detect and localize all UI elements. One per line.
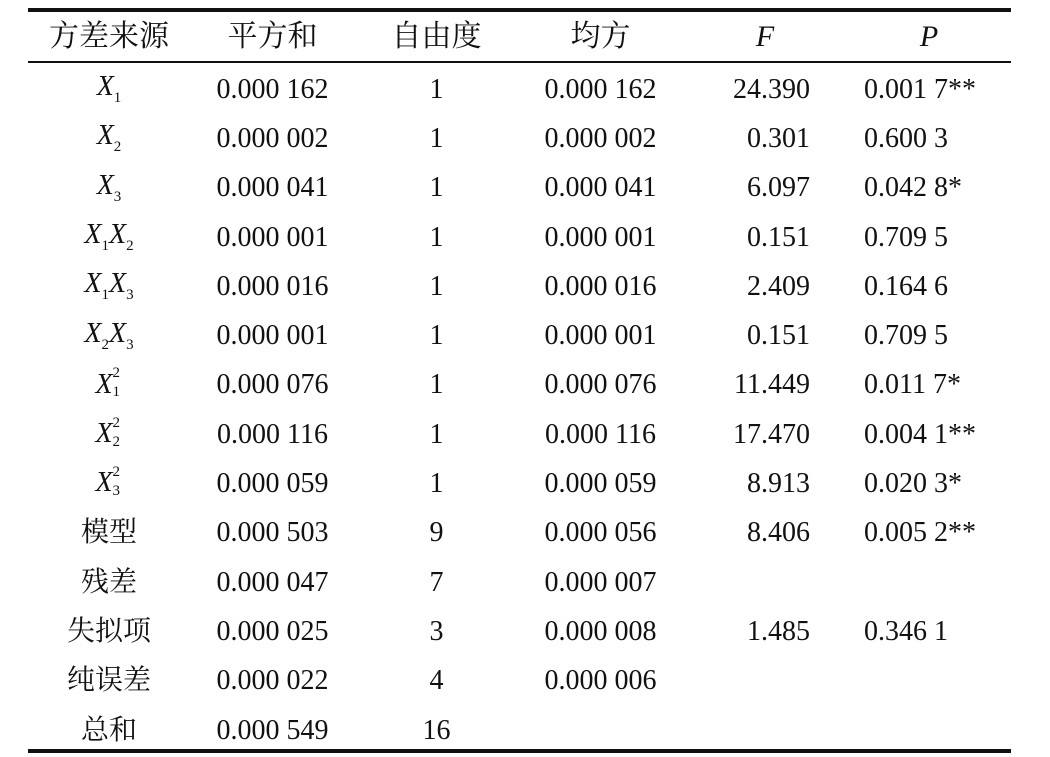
f-cell — [683, 657, 847, 706]
header-p-value: P — [919, 19, 939, 53]
header-degrees-of-freedom: 自由度 — [391, 19, 482, 53]
p-cell — [847, 262, 1011, 311]
source-var: X — [95, 467, 113, 499]
df-cell: 3 — [429, 615, 444, 647]
p-value: 0.011 7* — [864, 369, 961, 401]
ms-cell: 0.000 008 — [544, 615, 657, 647]
df-cell: 1 — [429, 320, 444, 352]
ss-cell: 0.000 059 — [216, 468, 329, 500]
source-cell — [28, 164, 190, 213]
source-cell — [28, 114, 190, 163]
p-cell — [847, 410, 1011, 459]
df-cell: 1 — [429, 418, 444, 450]
ss-cell: 0.000 025 — [216, 615, 329, 647]
table-row — [28, 657, 1011, 706]
source-superscript: 2 — [112, 365, 121, 382]
ss-cell: 0.000 002 — [216, 122, 329, 154]
table-row — [28, 459, 1011, 508]
ms-cell: 0.000 007 — [544, 566, 657, 598]
df-cell: 1 — [429, 369, 444, 401]
p-cell — [847, 361, 1011, 410]
f-cell — [683, 509, 847, 558]
ms-cell: 0.000 056 — [544, 517, 657, 549]
source-subscript: 2 — [113, 139, 122, 156]
ss-cell: 0.000 001 — [216, 221, 329, 253]
p-value: 0.042 8* — [864, 172, 962, 204]
source-cell — [28, 311, 190, 360]
source-var: X — [96, 71, 114, 103]
table-row — [28, 706, 1011, 755]
df-cell: 7 — [429, 566, 444, 598]
p-cell — [847, 607, 1011, 656]
f-cell — [683, 706, 847, 755]
table-row — [28, 509, 1011, 558]
f-value: 0.301 — [747, 122, 810, 154]
df-cell: 1 — [429, 73, 444, 105]
source-subscript: 3 — [113, 188, 122, 205]
table-row — [28, 213, 1011, 262]
source-cell: 残差 — [80, 566, 137, 598]
ss-cell: 0.000 047 — [216, 566, 329, 598]
ms-cell: 0.000 116 — [545, 418, 656, 450]
f-value: 11.449 — [734, 369, 810, 401]
table-row — [28, 607, 1011, 656]
ms-cell: 0.000 059 — [544, 468, 657, 500]
f-value: 0.151 — [747, 221, 810, 253]
p-cell — [847, 114, 1011, 163]
source-subscript-2: 3 — [126, 287, 134, 304]
source-var-2: X — [109, 219, 127, 251]
source-subscript: 1 — [101, 238, 109, 255]
source-subscript-2: 2 — [126, 238, 134, 255]
ss-cell: 0.000 022 — [216, 665, 329, 697]
table-row — [28, 311, 1011, 360]
ms-cell: 0.000 162 — [544, 73, 657, 105]
f-value: 17.470 — [733, 418, 810, 450]
source-cell — [28, 361, 190, 410]
source-var: X — [84, 317, 102, 349]
f-cell — [683, 164, 847, 213]
f-cell — [683, 410, 847, 459]
df-cell: 1 — [429, 468, 444, 500]
table-row — [28, 558, 1011, 607]
source-var: X — [95, 417, 113, 449]
source-cell: 总和 — [80, 714, 137, 746]
f-cell — [683, 114, 847, 163]
df-cell: 1 — [429, 221, 444, 253]
source-superscript: 2 — [112, 414, 121, 431]
f-value: 24.390 — [733, 73, 810, 105]
f-value: 0.151 — [747, 320, 810, 352]
source-subscript: 1 — [101, 287, 109, 304]
source-subscript: 1 — [112, 384, 121, 401]
df-cell: 1 — [429, 122, 444, 154]
f-cell — [683, 213, 847, 262]
table-row — [28, 164, 1011, 213]
ss-cell: 0.000 162 — [216, 73, 329, 105]
ms-cell: 0.000 001 — [544, 320, 657, 352]
header-sum-of-squares: 平方和 — [227, 19, 318, 53]
anova-table — [28, 12, 1011, 755]
source-subscript: 2 — [101, 336, 109, 353]
f-value: 1.485 — [747, 615, 810, 647]
p-value: 0.164 6 — [864, 270, 948, 302]
p-cell — [847, 311, 1011, 360]
header-f-value: F — [755, 19, 775, 53]
ss-cell: 0.000 116 — [217, 418, 328, 450]
source-cell — [28, 262, 190, 311]
ms-cell — [518, 706, 683, 755]
source-subscript: 1 — [113, 90, 122, 107]
f-cell — [683, 361, 847, 410]
p-value: 0.346 1 — [864, 615, 948, 647]
p-cell — [847, 509, 1011, 558]
source-subscript-2: 3 — [126, 336, 134, 353]
p-cell — [847, 657, 1011, 706]
df-cell: 9 — [429, 517, 444, 549]
source-var: X — [96, 169, 114, 201]
f-value: 6.097 — [747, 172, 810, 204]
source-var: X — [84, 268, 102, 300]
ms-cell: 0.000 076 — [544, 369, 657, 401]
source-subscript: 2 — [112, 433, 121, 450]
f-value: 8.913 — [747, 468, 810, 500]
p-value: 0.005 2** — [864, 517, 976, 549]
source-cell: 失拟项 — [66, 615, 151, 647]
df-cell: 1 — [429, 270, 444, 302]
ss-cell: 0.000 503 — [216, 517, 329, 549]
ms-cell: 0.000 001 — [544, 221, 657, 253]
header-mean-square: 均方 — [570, 19, 631, 53]
ms-cell: 0.000 002 — [544, 122, 657, 154]
p-cell — [847, 558, 1011, 607]
p-value: 0.020 3* — [864, 468, 962, 500]
f-cell — [683, 311, 847, 360]
df-cell: 16 — [422, 714, 451, 746]
ss-cell: 0.000 016 — [216, 270, 329, 302]
header-source: 方差来源 — [49, 19, 169, 53]
df-cell: 4 — [429, 665, 444, 697]
header-row — [28, 12, 1011, 61]
source-subscript: 3 — [112, 482, 121, 499]
table-row — [28, 114, 1011, 163]
ss-cell: 0.000 076 — [216, 369, 329, 401]
ms-cell: 0.000 041 — [544, 172, 657, 204]
f-cell — [683, 607, 847, 656]
ss-cell: 0.000 549 — [216, 714, 329, 746]
p-value: 0.709 5 — [864, 221, 948, 253]
f-cell — [683, 262, 847, 311]
table-row — [28, 262, 1011, 311]
source-var-2: X — [109, 317, 127, 349]
p-value: 0.004 1** — [864, 418, 976, 450]
table-row — [28, 61, 1011, 114]
f-value: 2.409 — [747, 270, 810, 302]
p-cell — [847, 459, 1011, 508]
table-row — [28, 410, 1011, 459]
source-cell — [28, 459, 190, 508]
source-var: X — [96, 120, 114, 152]
source-cell — [28, 61, 190, 114]
p-value: 0.709 5 — [864, 320, 948, 352]
p-cell — [847, 706, 1011, 755]
source-var: X — [84, 219, 102, 251]
f-cell — [683, 459, 847, 508]
p-cell — [847, 61, 1011, 114]
f-cell — [683, 558, 847, 607]
table-row — [28, 361, 1011, 410]
p-value: 0.600 3 — [864, 122, 948, 154]
f-value: 8.406 — [747, 517, 810, 549]
ss-cell: 0.000 041 — [216, 172, 329, 204]
ms-cell: 0.000 016 — [544, 270, 657, 302]
ms-cell: 0.000 006 — [544, 665, 657, 697]
ss-cell: 0.000 001 — [216, 320, 329, 352]
p-cell — [847, 213, 1011, 262]
source-var: X — [95, 368, 113, 400]
f-cell — [683, 61, 847, 114]
source-cell — [28, 213, 190, 262]
p-cell — [847, 164, 1011, 213]
source-superscript: 2 — [112, 463, 121, 480]
source-cell: 模型 — [80, 517, 137, 549]
source-cell: 纯误差 — [66, 665, 151, 697]
source-var-2: X — [109, 268, 127, 300]
p-value: 0.001 7** — [864, 73, 976, 105]
df-cell: 1 — [429, 172, 444, 204]
source-cell — [28, 410, 190, 459]
